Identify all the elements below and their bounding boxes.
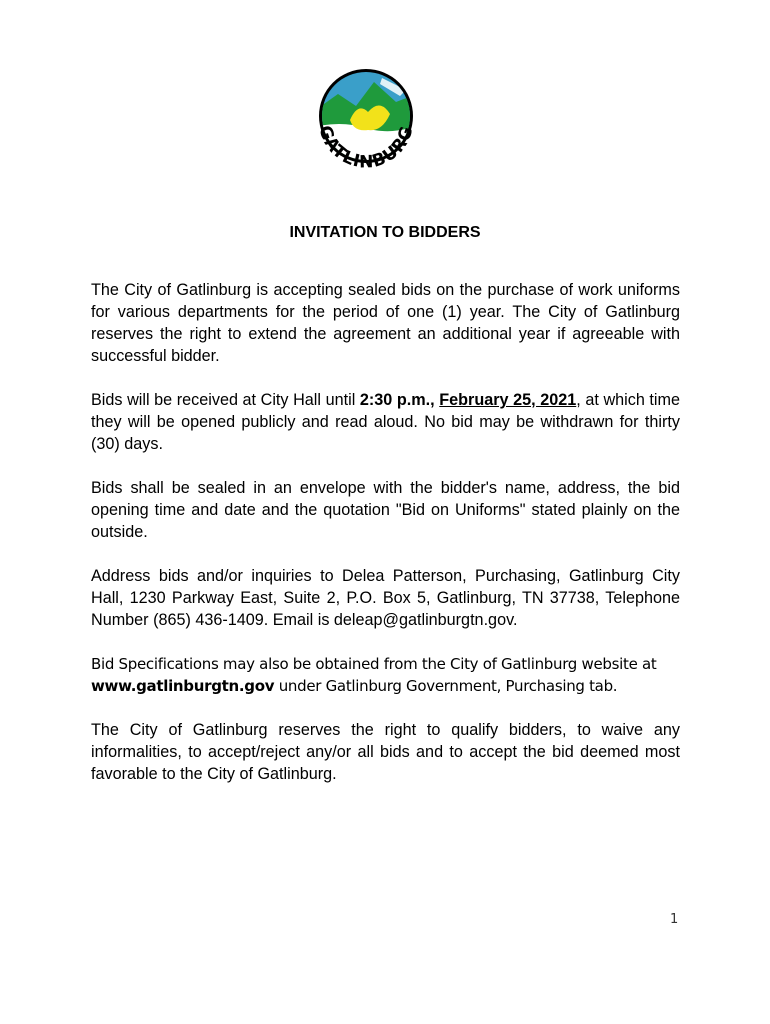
deadline-time: 2:30 p.m., <box>359 391 440 409</box>
specs-tail: under Gatlinburg Government, Purchasing tab. <box>274 677 618 695</box>
website-link[interactable]: www.gatlinburgtn.gov <box>91 677 275 695</box>
paragraph-sealing: Bids shall be sealed in an envelope with the bidder's name, address, the bid opening time and date and the quotation "Bid on Uniforms" stated plainly on the outside. <box>91 479 680 541</box>
specs-lead: Bid Specifications may also be obtained from the City of Gatlinburg website at <box>91 655 657 673</box>
paragraph-intro: The City of Gatlinburg is accepting sealed bids on the purchase of work uniforms for various departments for the period of one (1) year. The City of Gatlinburg reserves the right to extend the agreement an additional year if agreeable with successful bidder. <box>91 281 680 365</box>
paragraph-bid-deadline <box>91 389 680 455</box>
paragraph-contact: Address bids and/or inquiries to Delea Patterson, Purchasing, Gatlinburg City Hall, 1230 Parkway East, Suite 2, P.O. Box 5, Gatlinburg, TN 37738, Telephone Number (865) 436-1409. Email is deleap@gatlinburgtn.gov. <box>91 567 680 629</box>
document-title: INVITATION TO BIDDERS <box>289 224 481 241</box>
deadline-lead: Bids will be received at City Hall until <box>91 391 360 409</box>
deadline-tail: , at which time they will be opened publicly and read aloud. No bid may be withdrawn for thirty (30) days. <box>91 391 680 453</box>
page-number: 1 <box>670 912 679 927</box>
document-body <box>91 279 680 807</box>
paragraph-specifications <box>91 653 680 697</box>
paragraph-reservation: The City of Gatlinburg reserves the right to qualify bidders, to waive any informalities, to accept/reject any/or all bids and to accept the bid deemed most favorable to the City of Gatlinburg. <box>91 721 680 783</box>
logo-text: GATLINBURG <box>314 123 418 173</box>
gatlinburg-logo <box>310 68 422 186</box>
deadline-date: February 25, 2021 <box>439 391 577 409</box>
